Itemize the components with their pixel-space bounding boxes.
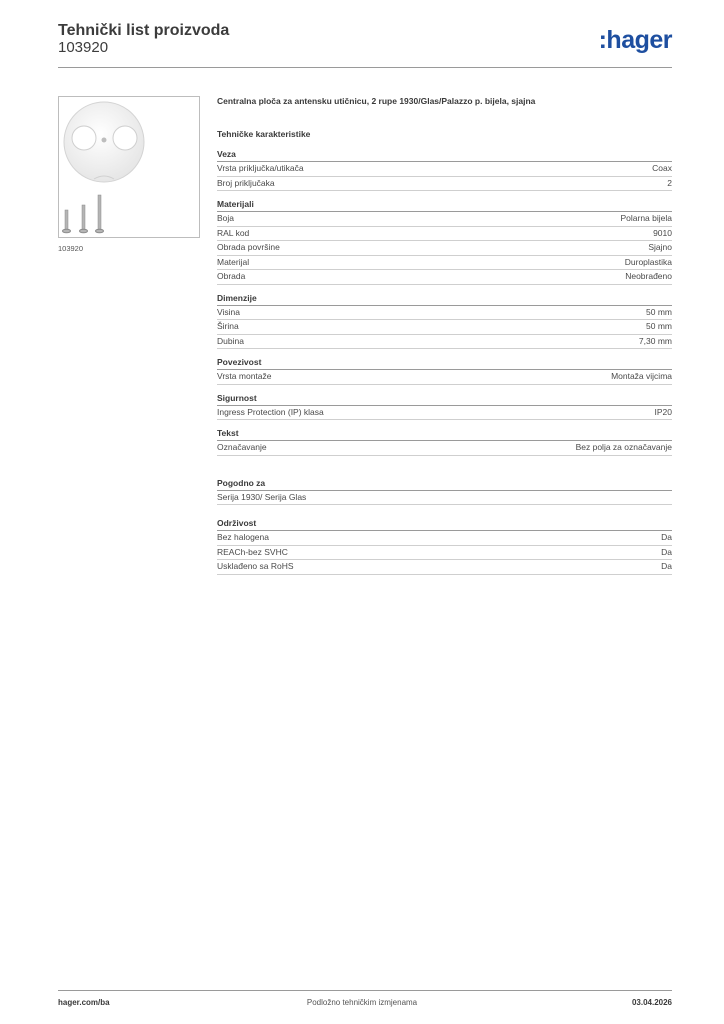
spec-value: 50 mm — [646, 306, 672, 317]
spec-label: Vrsta priključka/utikača — [217, 163, 304, 173]
footer-note: Podložno tehničkim izmjenama — [306, 998, 418, 1007]
spec-label: Obrada — [217, 271, 246, 281]
spec-value: Coax — [652, 163, 672, 173]
hager-logo: :hager — [598, 26, 672, 54]
spec-row — [217, 406, 672, 421]
spec-content — [217, 96, 672, 575]
spec-sections — [217, 149, 672, 456]
spec-row — [217, 256, 672, 271]
footer-website[interactable]: hager.com/ba — [58, 998, 110, 1007]
spec-row — [217, 560, 672, 575]
spec-row — [217, 441, 672, 456]
spec-row — [217, 320, 672, 335]
spec-label: REACh-bez SVHC — [217, 546, 288, 557]
spec-heading: Tehničke karakteristike — [217, 129, 311, 139]
spec-value: Da — [661, 532, 672, 542]
spec-value: 50 mm — [646, 321, 672, 331]
section-heading: Povezivost — [217, 349, 672, 370]
spec-label: Visina — [217, 306, 240, 317]
suitable-section — [217, 478, 672, 506]
spec-label: Materijal — [217, 256, 250, 267]
spec-value: Montaža vijcima — [611, 371, 672, 381]
product-title: Centralna ploča za antensku utičnicu, 2 rupe 1930/Glas/Palazzo p. bijela, sjajna — [217, 96, 536, 106]
spec-value: 2 — [667, 177, 672, 188]
section-heading: Materijali — [217, 191, 672, 212]
spec-label: RAL kod — [217, 227, 250, 238]
spec-value: Da — [661, 546, 672, 557]
section-heading: Tekst — [217, 420, 672, 441]
spec-value: Polarna bijela — [620, 213, 672, 223]
spec-value: Bez polja za označavanje — [575, 442, 672, 452]
sustainability-section — [217, 510, 672, 575]
spec-label: Obrada površine — [217, 242, 280, 252]
spec-row — [217, 241, 672, 256]
header-divider — [58, 67, 672, 68]
spec-label: Dubina — [217, 335, 244, 346]
spec-row — [217, 335, 672, 350]
spec-label: Vrsta montaže — [217, 371, 272, 381]
article-number: 103920 — [58, 39, 109, 56]
spec-row — [217, 227, 672, 242]
section-heading: Pogodno za — [217, 478, 672, 491]
footer-divider — [58, 990, 672, 991]
section-heading: Sigurnost — [217, 385, 672, 406]
spec-row — [217, 162, 672, 177]
spec-value: Sjajno — [648, 242, 672, 252]
spec-row — [217, 212, 672, 227]
cover-plate-icon — [59, 97, 199, 237]
footer-date: 03.04.2026 — [631, 998, 672, 1007]
spec-label: Ingress Protection (IP) klasa — [217, 406, 324, 417]
spec-value: 9010 — [653, 227, 672, 238]
spec-value: Neobrađeno — [625, 271, 672, 281]
document-title: Tehnički list proizvoda — [58, 22, 230, 39]
spec-row — [217, 546, 672, 561]
spec-row — [217, 270, 672, 285]
section-heading: Veza — [217, 149, 672, 162]
spec-label: Boja — [217, 213, 235, 223]
product-image — [58, 96, 200, 238]
spec-row — [217, 531, 672, 546]
spec-value: IP20 — [654, 406, 672, 417]
spec-value: Da — [661, 561, 672, 571]
spec-label: Serija 1930/ Serija Glas — [217, 491, 307, 502]
spec-row — [217, 370, 672, 385]
screw-icon — [63, 195, 104, 233]
spec-label: Označavanje — [217, 442, 267, 452]
spec-label: Broj priključaka — [217, 177, 275, 188]
section-heading: Održivost — [217, 510, 672, 531]
spec-row — [217, 491, 672, 506]
spec-row — [217, 306, 672, 321]
spec-label: Širina — [217, 321, 239, 331]
spec-row — [217, 177, 672, 192]
spec-label: Usklađeno sa RoHS — [217, 561, 294, 571]
spec-label: Bez halogena — [217, 532, 269, 542]
spec-value: Duroplastika — [624, 256, 672, 267]
image-caption: 103920 — [58, 244, 84, 253]
section-heading: Dimenzije — [217, 285, 672, 306]
spec-value: 7,30 mm — [638, 335, 672, 346]
